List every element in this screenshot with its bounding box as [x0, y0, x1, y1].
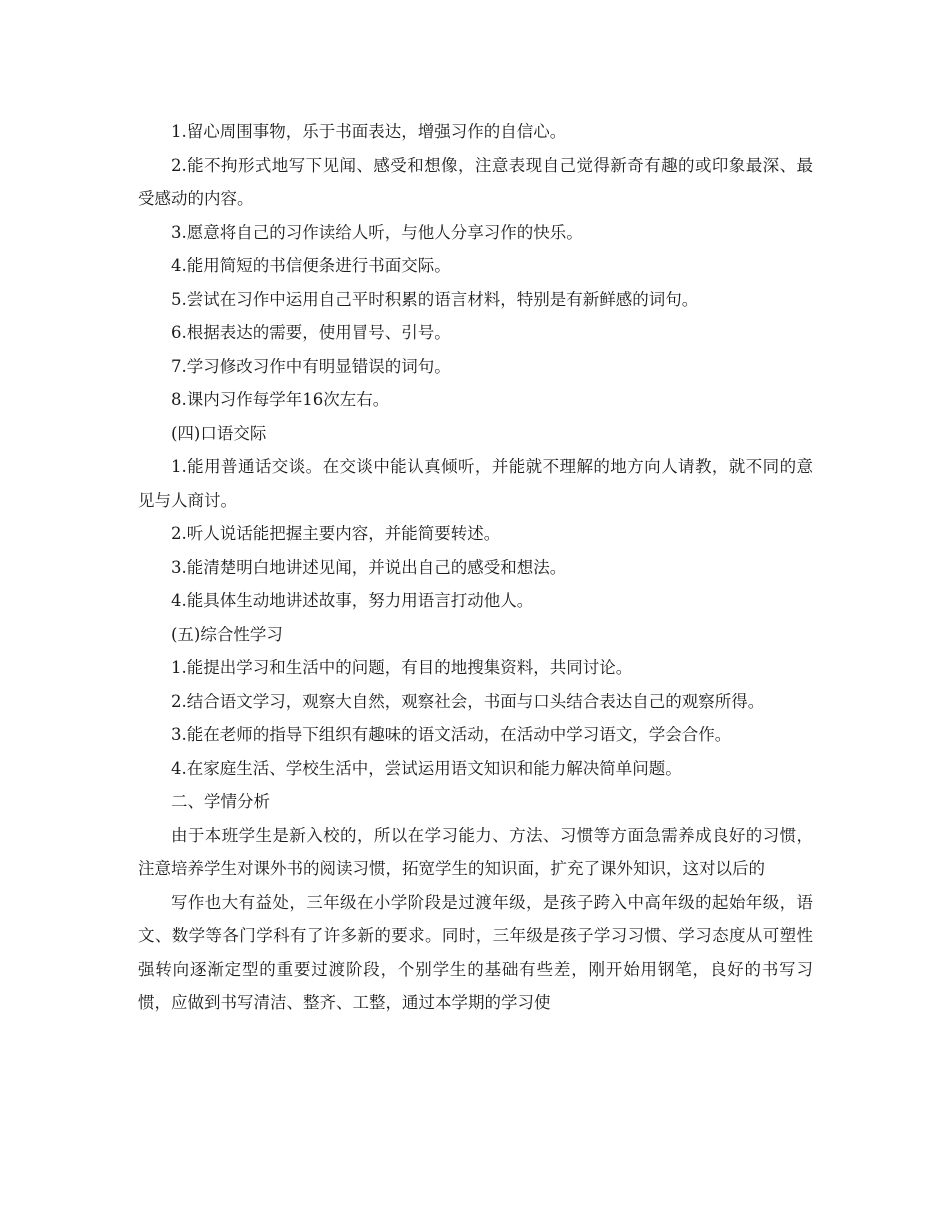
writing-goal-3: 3.愿意将自己的习作读给人听，与他人分享习作的快乐。	[171, 222, 583, 242]
section-heading-integrated: (五)综合性学习	[171, 624, 283, 644]
writing-goal-4: 4.能用简短的书信便条进行书面交际。	[171, 256, 451, 275]
writing-goal-7: 7.学习修改习作中有明显错误的词句。	[171, 356, 451, 376]
section-heading-analysis: 二、学情分析	[171, 792, 270, 811]
oral-goal-4: 4.能具体生动地讲述故事，努力用语言打动他人。	[171, 591, 534, 610]
integrated-goal-1: 1.能提出学习和生活中的问题，有目的地搜集资料，共同讨论。	[171, 658, 633, 677]
integrated-goal-2: 2.结合语文学习，观察大自然，观察社会，书面与口头结合表达自己的观察所得。	[171, 691, 765, 711]
writing-goal-2: 2.能不拘形式地写下见闻、感受和想像，注意表现自己觉得新奇有趣的或印象最深、最受感动的内容。	[138, 155, 813, 208]
document-page	[138, 115, 813, 1020]
analysis-paragraph-1: 由于本班学生是新入校的，所以在学习能力、方法、习惯等方面急需养成良好的习惯，注意培养学生对课外书的阅读习惯，拓宽学生的知识面，扩充了课外知识，这对以后的	[138, 825, 813, 878]
integrated-goal-4: 4.在家庭生活、学校生活中，尝试运用语文知识和能力解决简单问题。	[171, 758, 682, 778]
writing-goal-5: 5.尝试在习作中运用自己平时积累的语言材料，特别是有新鲜感的词句。	[171, 289, 699, 309]
writing-goal-8: 8.课内习作每学年16次左右。	[171, 390, 390, 409]
writing-goal-1: 1.留心周围事物，乐于书面表达，增强习作的自信心。	[171, 122, 567, 141]
integrated-goal-3: 3.能在老师的指导下组织有趣味的语文活动，在活动中学习语文，学会合作。	[171, 725, 732, 744]
oral-goal-2: 2.听人说话能把握主要内容，并能简要转述。	[171, 524, 501, 543]
analysis-paragraph-2: 写作也大有益处，三年级在小学阶段是过渡年级，是孩子跨入中高年级的起始年级，语文、数学等各门学科有了许多新的要求。同时，三年级是孩子学习习惯、学习态度从可塑性强转向逐渐定型的重要过渡阶段，个别学生的基础有些差，刚开始用钢笔，良好的书写习惯，应做到书写清洁、整齐、工整，通过本学期的学习使	[138, 892, 813, 1012]
section-heading-oral: (四)口语交际	[171, 423, 267, 443]
oral-goal-1: 1.能用普通话交谈。在交谈中能认真倾听，并能就不理解的地方向人请教，就不同的意见与人商讨。	[138, 457, 813, 510]
oral-goal-3: 3.能清楚明白地讲述见闻，并说出自己的感受和想法。	[171, 557, 567, 577]
writing-goal-6: 6.根据表达的需要，使用冒号、引号。	[171, 323, 451, 342]
